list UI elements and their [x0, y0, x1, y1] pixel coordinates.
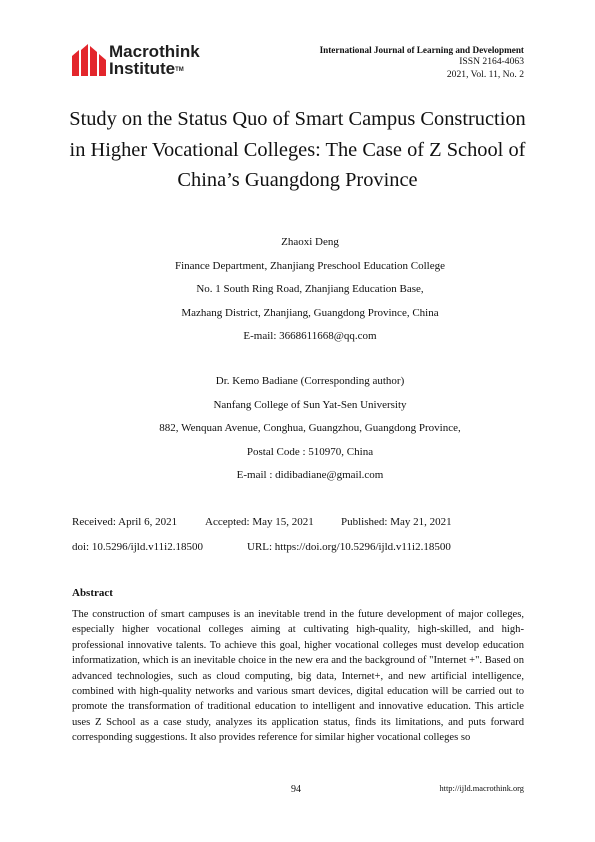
macrothink-mark-icon: [71, 42, 107, 78]
author-name: Dr. Kemo Badiane (Corresponding author): [215, 375, 405, 387]
doi-url-link[interactable]: URL: https://doi.org/10.5296/ijld.v11i2.18500: [247, 541, 451, 553]
journal-issn: ISSN 2164-4063: [459, 56, 524, 68]
paper-title: [60, 104, 535, 196]
author-block-2: [60, 370, 560, 488]
logo-wordmark: [109, 43, 200, 77]
abstract-text: The construction of smart campuses is an inevitable trend in the future development of major colleges, especially higher vocational colleges aiming at cultivating high-quality, high-skilled, and high-professional innovative talents. To achieve this goal, higher vocational colleges must develop education informatization, which is an inevitable choice in the new era and the background of "Internet +". Based on advanced technologies, such as cloud computing, big data, Internet+, and new artificial intelligence, combined with high-quality networks and various smart devices, digital education will be carried out to promote the transformation of traditional education to intelligent and innovative education. This article uses Z School as a case study, analyzes its application status, finds its limitations, and puts forward corresponding suggestions. It also provides reference for similar higher vocational colleges so: [72, 609, 524, 744]
author-postal-code: Postal Code : 510970, China: [246, 445, 374, 458]
title-line: in Higher Vocational Colleges: The Case of Z School of: [69, 138, 526, 161]
logo-line-2-text: Institute: [109, 59, 176, 78]
author-affiliation: Nanfang College of Sun Yat-Sen University: [213, 398, 407, 411]
author-block-1: [60, 231, 560, 349]
author-address: No. 1 South Ring Road, Zhanjiang Education Base,: [196, 283, 424, 296]
accepted-date: Accepted: May 15, 2021: [205, 516, 314, 528]
author-email: E-mail: 3668611668@qq.com: [243, 330, 377, 343]
title-line: Study on the Status Quo of Smart Campus Construction: [69, 108, 526, 130]
author-address: 882, Wenquan Avenue, Conghua, Guangzhou, Guangdong Province,: [159, 422, 461, 435]
page-number: 94: [291, 784, 301, 795]
author-email: E-mail : didibadiane@gmail.com: [236, 469, 384, 482]
logo-line-1: Macrothink: [109, 42, 200, 61]
journal-info: [320, 44, 524, 81]
abstract-heading: Abstract: [72, 587, 113, 599]
author-name: Zhaoxi Deng: [281, 236, 339, 248]
trademark-mark: TM: [175, 67, 184, 73]
doi-text: doi: 10.5296/ijld.v11i2.18500: [72, 541, 203, 553]
title-line: China’s Guangdong Province: [177, 169, 418, 191]
footer-url-link[interactable]: http://ijld.macrothink.org: [439, 784, 524, 793]
received-date: Received: April 6, 2021: [72, 516, 178, 528]
journal-name: International Journal of Learning and Development: [319, 45, 524, 55]
author-affiliation: Finance Department, Zhanjiang Preschool Education College: [174, 259, 446, 272]
journal-volume: 2021, Vol. 11, No. 2: [446, 68, 524, 80]
author-address: Mazhang District, Zhanjiang, Guangdong Province, China: [181, 306, 439, 319]
logo-line-2: [109, 60, 200, 77]
macrothink-logo: [71, 42, 231, 82]
published-date: Published: May 21, 2021: [341, 516, 452, 528]
